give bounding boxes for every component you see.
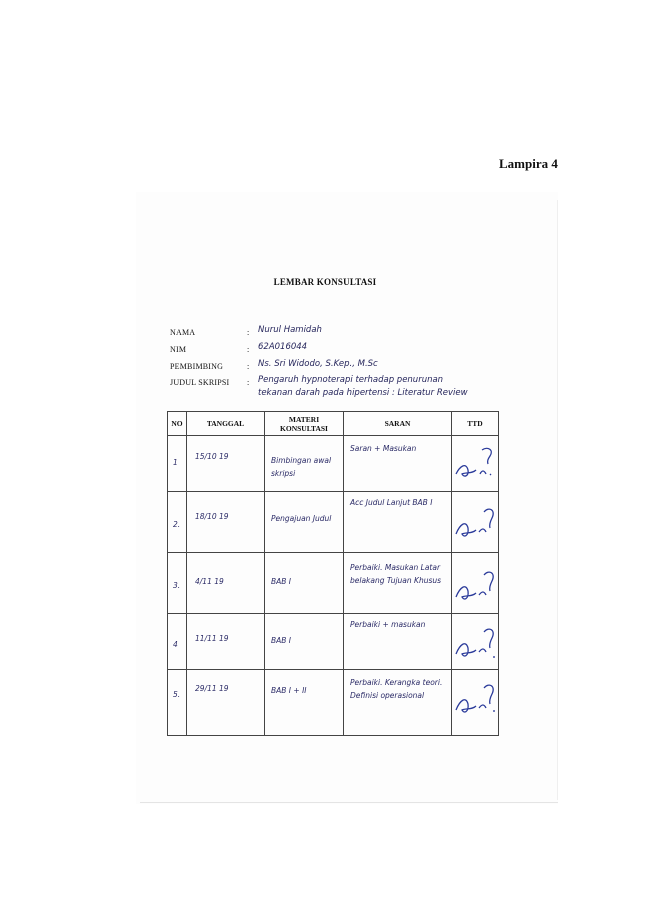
- scan-edge: [557, 200, 558, 800]
- field-label: NIM: [170, 345, 187, 354]
- row-ttd: [452, 492, 499, 553]
- table-row: [168, 492, 499, 553]
- row-materi: BAB I + II: [265, 670, 344, 736]
- field-colon: :: [247, 328, 250, 337]
- row-materi: Pengajuan Judul: [265, 492, 344, 553]
- row-materi: BAB I: [265, 614, 344, 670]
- field-label: PEMBIMBING: [170, 362, 224, 371]
- row-tanggal: 29/11 19: [187, 670, 265, 736]
- row-materi: Bimbingan awal skripsi: [265, 436, 344, 492]
- row-no: 5.: [168, 670, 187, 736]
- field-value: Pengaruh hypnoterapi terhadap penurunan: [258, 375, 444, 385]
- field-value: Nurul Hamidah: [258, 325, 322, 335]
- signature-mark: [454, 561, 498, 605]
- header-saran: SARAN: [344, 412, 452, 436]
- signature-mark: [454, 678, 498, 722]
- table-row: [168, 436, 499, 492]
- field-colon: :: [247, 345, 250, 354]
- field-colon: :: [247, 362, 250, 371]
- header-no: NO: [168, 412, 187, 436]
- signature-mark: [454, 444, 498, 484]
- table-row: [168, 614, 499, 670]
- form-title: LEMBAR KONSULTASI: [273, 277, 377, 287]
- header-materi: MATERI KONSULTASI: [265, 412, 344, 436]
- field-colon: :: [247, 378, 250, 387]
- table-row: [168, 670, 499, 736]
- row-ttd: [452, 436, 499, 492]
- row-saran: Perbaiki + masukan: [344, 614, 452, 670]
- field-value-line2: tekanan darah pada hipertensi : Literatur Review: [258, 388, 468, 398]
- field-value: Ns. Sri Widodo, S.Kep., M.Sc: [258, 359, 378, 369]
- row-tanggal: 4/11 19: [187, 553, 265, 614]
- page-label: Lampira 4: [499, 156, 558, 171]
- row-saran: Perbaiki. Kerangka teori. Definisi operasional: [344, 670, 452, 736]
- field-label: NAMA: [170, 328, 196, 337]
- signature-mark: [454, 500, 498, 544]
- row-saran: Acc Judul Lanjut BAB I: [344, 492, 452, 553]
- field-label: JUDUL SKRIPSI: [170, 378, 230, 387]
- row-tanggal: 15/10 19: [187, 436, 265, 492]
- row-saran: Saran + Masukan: [344, 436, 452, 492]
- table-row: [168, 553, 499, 614]
- row-materi: BAB I: [265, 553, 344, 614]
- konsultasi-table: [167, 411, 499, 736]
- row-saran: Perbaiki. Masukan Latar belakang Tujuan Khusus: [344, 553, 452, 614]
- row-no: 2.: [168, 492, 187, 553]
- row-no: 1: [168, 436, 187, 492]
- signature-mark: [454, 622, 498, 666]
- row-ttd: [452, 553, 499, 614]
- row-ttd: [452, 670, 499, 736]
- row-tanggal: 11/11 19: [187, 614, 265, 670]
- header-ttd: TTD: [452, 412, 499, 436]
- table-header-row: [168, 412, 499, 436]
- row-tanggal: 18/10 19: [187, 492, 265, 553]
- row-no: 4: [168, 614, 187, 670]
- header-tanggal: TANGGAL: [187, 412, 265, 436]
- scan-edge: [140, 802, 558, 803]
- row-ttd: [452, 614, 499, 670]
- row-no: 3.: [168, 553, 187, 614]
- field-value: 62A016044: [258, 342, 308, 352]
